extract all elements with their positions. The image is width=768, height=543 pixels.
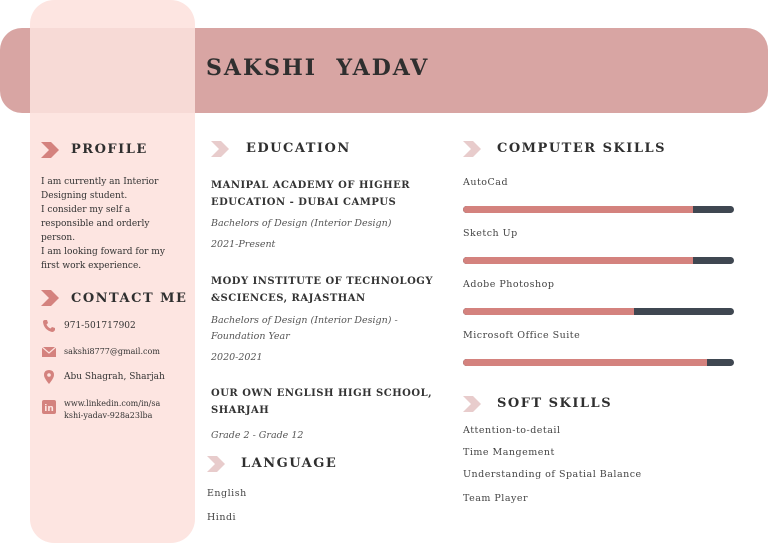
years-text: 2020-2021 xyxy=(211,352,263,363)
svg-text:in: in xyxy=(44,404,54,414)
skill-name: Microsoft Office Suite xyxy=(463,330,581,341)
skill-bar xyxy=(463,206,734,213)
phone-icon xyxy=(42,319,56,333)
profile-line: responsible and orderly xyxy=(41,219,150,229)
computer-skills-heading: COMPUTER SKILLS xyxy=(497,141,667,156)
phone-text[interactable]: 971-501717902 xyxy=(64,321,136,331)
soft-skill-item: Attention-to-detail xyxy=(463,425,561,436)
chevron-icon xyxy=(41,290,63,306)
linkedin-line: kshi-yadav-928a23lba xyxy=(64,411,153,420)
school-line: SHARJAH xyxy=(211,405,270,416)
sidebar-banner-overlap xyxy=(30,28,195,113)
skill-bar xyxy=(463,257,734,264)
years-text: 2021-Present xyxy=(211,239,276,250)
linkedin-icon xyxy=(42,400,56,414)
soft-skill-item: Understanding of Spatial Balance xyxy=(463,469,642,480)
profile-line: person. xyxy=(41,233,76,243)
profile-line: I consider my self a xyxy=(41,205,131,215)
school-line: MODY INSTITUTE OF TECHNOLOGY xyxy=(211,276,433,287)
profile-line: Designing student. xyxy=(41,191,128,201)
school-name xyxy=(211,273,433,307)
profile-line: I am currently an Interior xyxy=(41,177,159,187)
profile-text xyxy=(41,175,191,273)
profile-line: first work experience. xyxy=(41,261,142,271)
education-heading: EDUCATION xyxy=(246,141,351,156)
location-pin-icon xyxy=(42,370,56,384)
soft-skill-item: Time Mangement xyxy=(463,447,555,458)
degree-text: Bachelors of Design (Interior Design) xyxy=(211,218,392,229)
candidate-name: SAKSHI YADAV xyxy=(206,55,430,81)
skill-bar-fill xyxy=(463,257,693,264)
chevron-icon xyxy=(463,396,485,412)
school-name xyxy=(211,177,410,211)
skill-name: AutoCad xyxy=(463,177,509,188)
school-line: OUR OWN ENGLISH HIGH SCHOOL, xyxy=(211,388,433,399)
soft-skill-item: Team Player xyxy=(463,493,529,504)
chevron-icon xyxy=(211,141,233,157)
skill-bar-fill xyxy=(463,308,634,315)
soft-skills-heading: SOFT SKILLS xyxy=(497,396,613,411)
linkedin-text[interactable] xyxy=(64,398,160,422)
skill-bar xyxy=(463,359,734,366)
degree-line: Foundation Year xyxy=(211,331,290,342)
degree-line: Bachelors of Design (Interior Design) - xyxy=(211,315,398,326)
degree-text xyxy=(211,313,398,345)
skill-bar xyxy=(463,308,734,315)
profile-heading: PROFILE xyxy=(71,142,148,157)
chevron-icon xyxy=(41,142,63,158)
school-line: &SCIENCES, RAJASTHAN xyxy=(211,293,366,304)
email-icon xyxy=(42,345,56,359)
email-text[interactable]: sakshi8777@gmail.com xyxy=(64,347,160,356)
skill-bar-fill xyxy=(463,359,707,366)
linkedin-line: www.linkedin.com/in/sa xyxy=(64,399,161,408)
chevron-icon xyxy=(207,456,229,472)
language-item: English xyxy=(207,488,247,499)
profile-line: I am looking foward for my xyxy=(41,247,165,257)
school-name xyxy=(211,385,432,419)
school-line: EDUCATION - DUBAI CAMPUS xyxy=(211,197,397,208)
contact-heading: CONTACT ME xyxy=(71,291,188,306)
skill-name: Adobe Photoshop xyxy=(463,279,555,290)
school-line: MANIPAL ACADEMY OF HIGHER xyxy=(211,180,411,191)
skill-name: Sketch Up xyxy=(463,228,518,239)
skill-bar-fill xyxy=(463,206,693,213)
chevron-icon xyxy=(463,141,485,157)
address-text: Abu Shagrah, Sharjah xyxy=(64,372,165,382)
language-item: Hindi xyxy=(207,512,237,523)
language-heading: LANGUAGE xyxy=(241,456,338,471)
degree-text: Grade 2 - Grade 12 xyxy=(211,430,304,441)
